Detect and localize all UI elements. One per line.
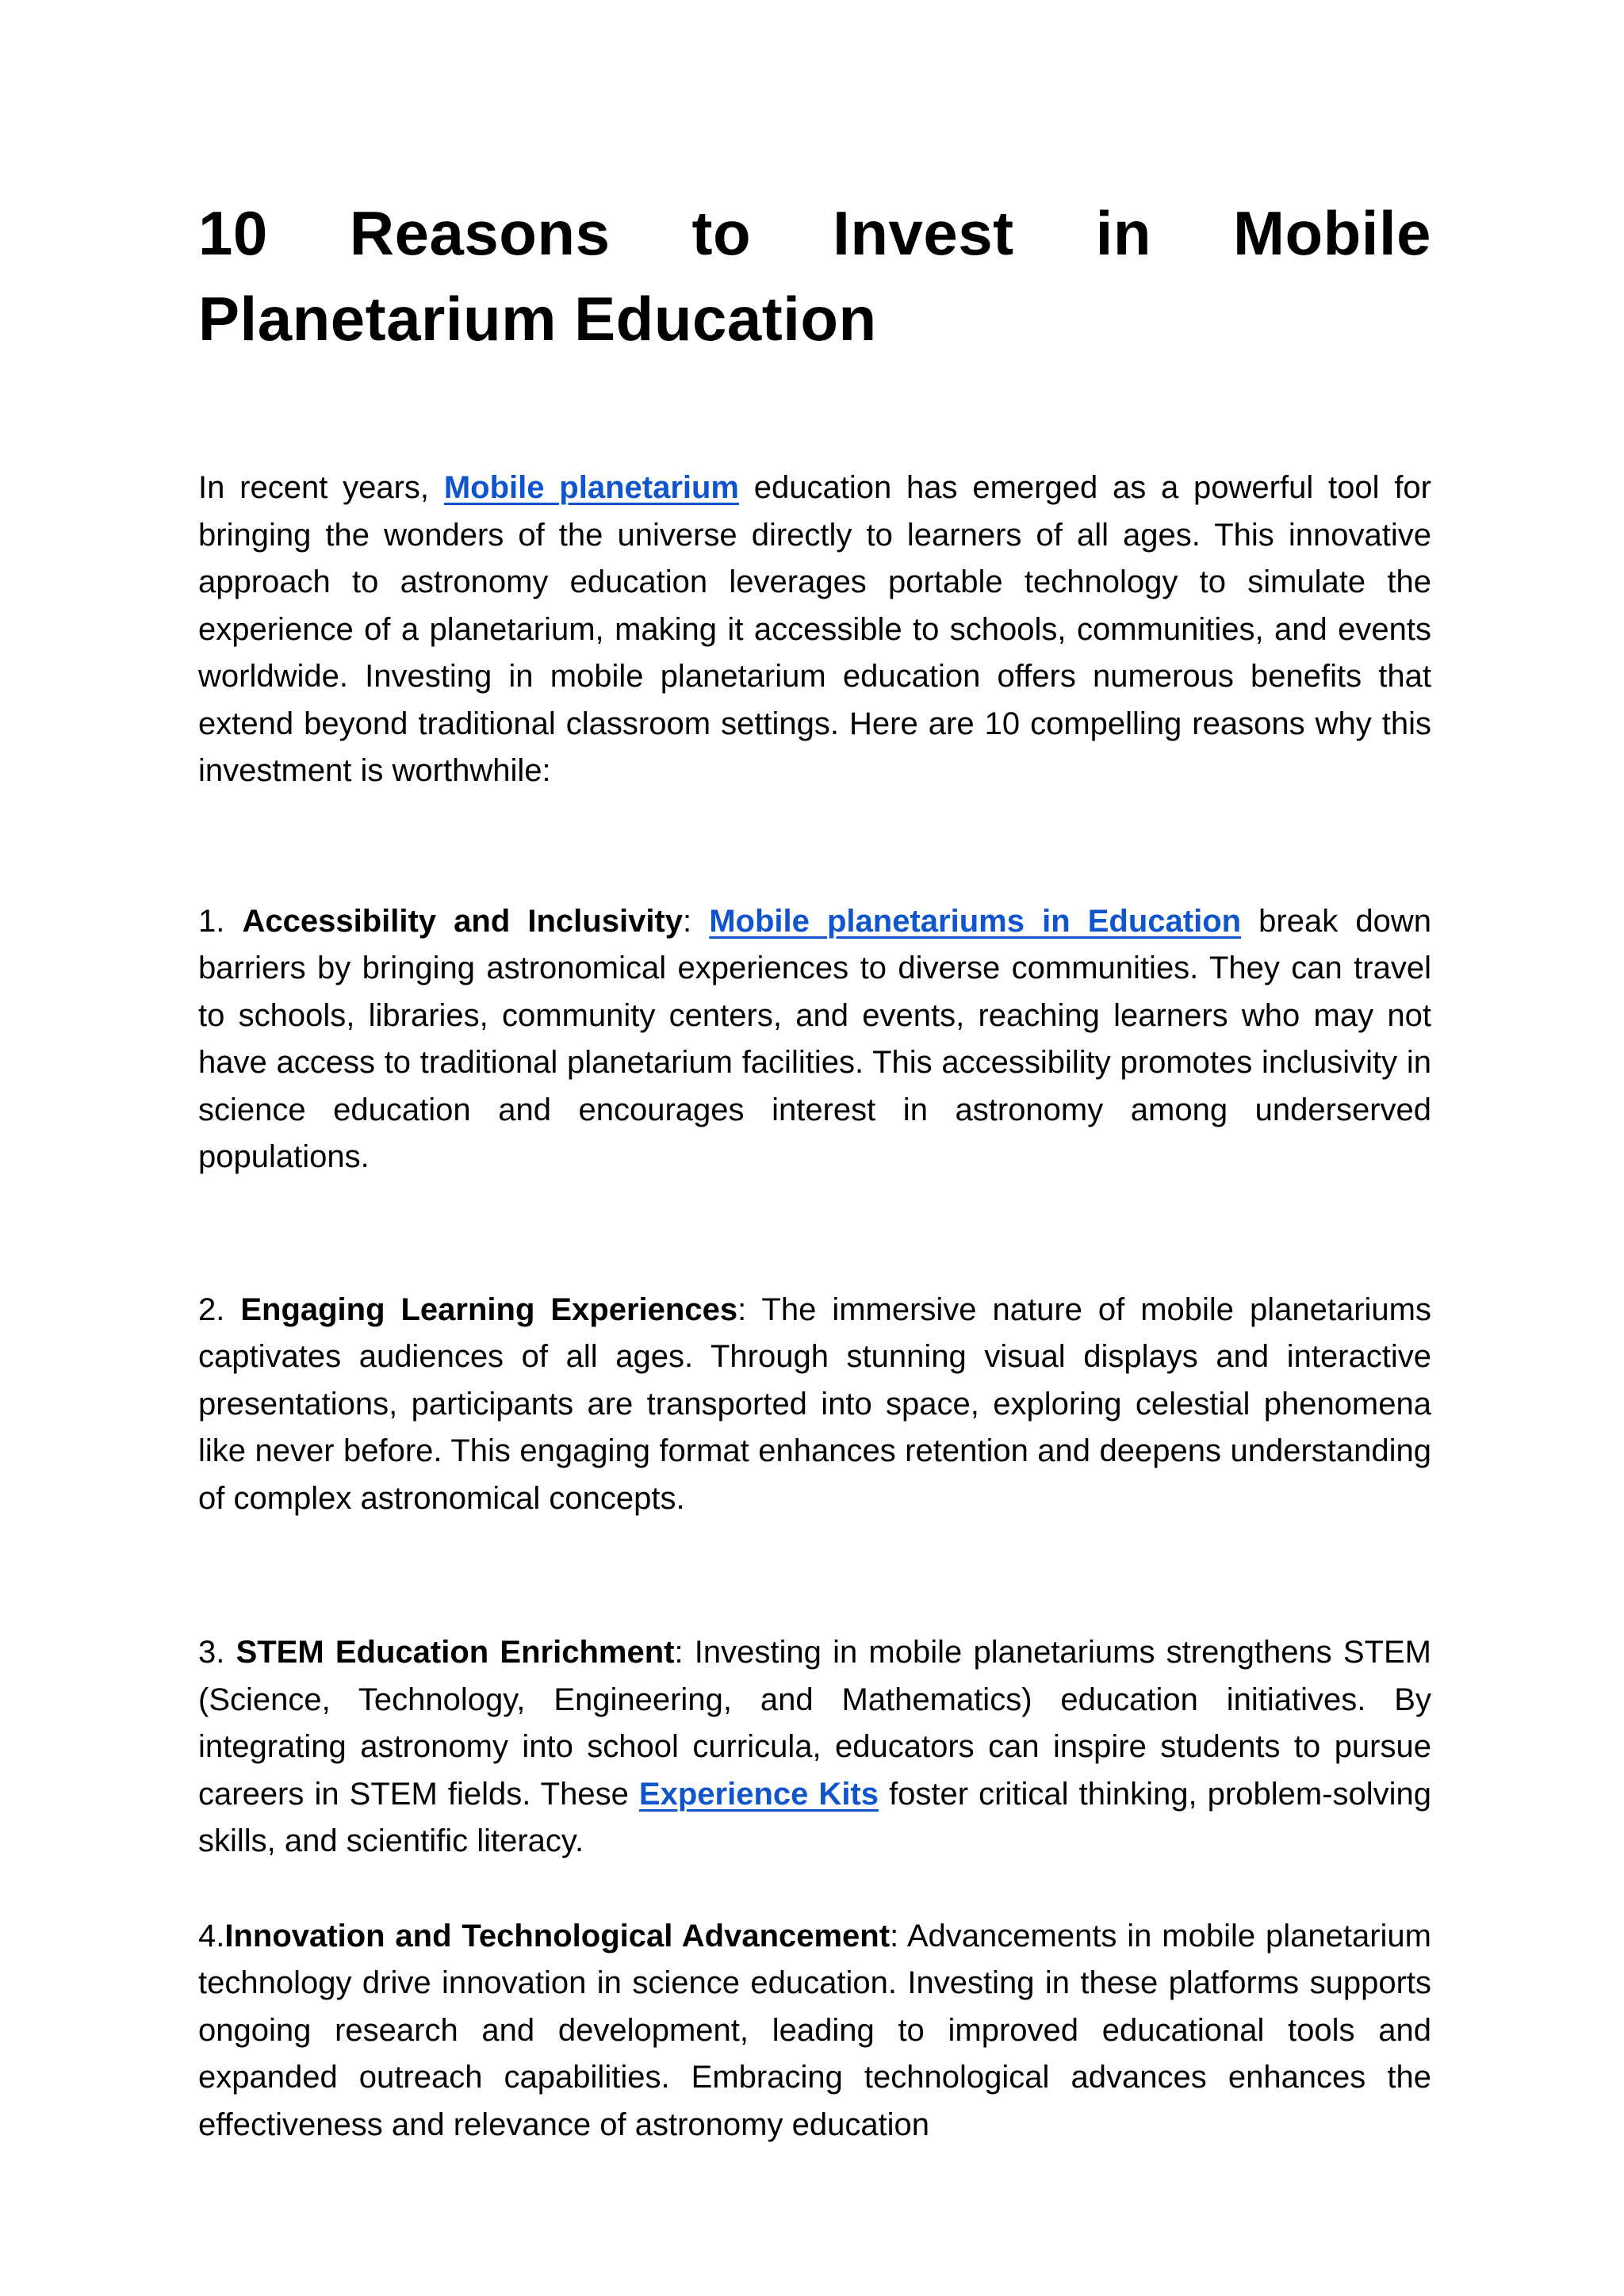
reason-1-text: break down barriers by bringing astronomical experiences to diverse communities. They can travel to schools, libraries, community centers, and events, reaching learners who may not have access to traditional planetarium facilities. This accessibility promotes inclusivity in science education and encourages interest in astronomy among underserved populations. xyxy=(198,903,1431,1174)
reason-3-text-start: : Investing in mobile planetariums strengthens STEM (Science, Technology, Engineering, and Mathematics) education initiatives. By integrating astronomy into school curricula, educators can inspire students to pursue careers in STEM fields. These xyxy=(198,1635,1431,1812)
mobile-planetariums-in-education-link[interactable]: Mobile planetariums in Education xyxy=(709,903,1242,939)
reason-1-number: 1. xyxy=(198,903,243,939)
reason-4-text: : Advancements in mobile planetarium technology drive innovation in science education. Investing in these platforms supports ongoing research and development, leading to improved educational tools and expanded outreach capabilities. Embracing technological advances enhances the effectiveness and relevance of astronomy education xyxy=(198,1918,1431,2142)
experience-kits-link[interactable]: Experience Kits xyxy=(638,1776,879,1812)
reason-2-heading: Engaging Learning Experiences xyxy=(240,1292,738,1327)
page-title: 10 Reasons to Invest in Mobile Planetarium Education xyxy=(198,198,1431,354)
reason-2-text: : The immersive nature of mobile planetariums captivates audiences of all ages. Through stunning visual displays and interactive presentations, participants are transported into space, exploring celestial phenomena like never before. This engaging format enhances retention and deepens understanding of complex astronomical concepts. xyxy=(198,1292,1431,1516)
reason-3-text-end: foster critical thinking, problem-solving skills, and scientific literacy. xyxy=(198,1776,1431,1858)
mobile-planetarium-link[interactable]: Mobile planetarium xyxy=(443,470,739,505)
intro-paragraph xyxy=(198,465,1431,795)
intro-text-rest: education has emerged as a powerful tool for bringing the wonders of the universe directly to learners of all ages. This innovative approach to astronomy education leverages portable technology to simulate the experience of a planetarium, making it accessible to schools, communities, and events worldwide. Investing in mobile planetarium education offers numerous benefits that extend beyond traditional classroom settings. Here are 10 compelling reasons why this investment is worthwhile: xyxy=(198,470,1431,788)
reason-3-paragraph xyxy=(198,1629,1431,1866)
reason-1-paragraph xyxy=(198,898,1431,1181)
reason-1-heading: Accessibility and Inclusivity xyxy=(242,903,683,939)
reason-4-number: 4. xyxy=(198,1918,225,1954)
reason-4-heading: Innovation and Technological Advancement xyxy=(224,1918,891,1954)
reason-4-paragraph xyxy=(198,1913,1431,2149)
reason-3-number: 3. xyxy=(198,1635,236,1670)
reason-2-paragraph xyxy=(198,1287,1431,1523)
intro-text-start: In recent years, xyxy=(198,470,444,505)
reason-2-number: 2. xyxy=(198,1292,241,1327)
document-page xyxy=(198,190,1431,2149)
reason-3-heading: STEM Education Enrichment xyxy=(236,1635,675,1670)
reason-1-separator: : xyxy=(683,903,710,939)
